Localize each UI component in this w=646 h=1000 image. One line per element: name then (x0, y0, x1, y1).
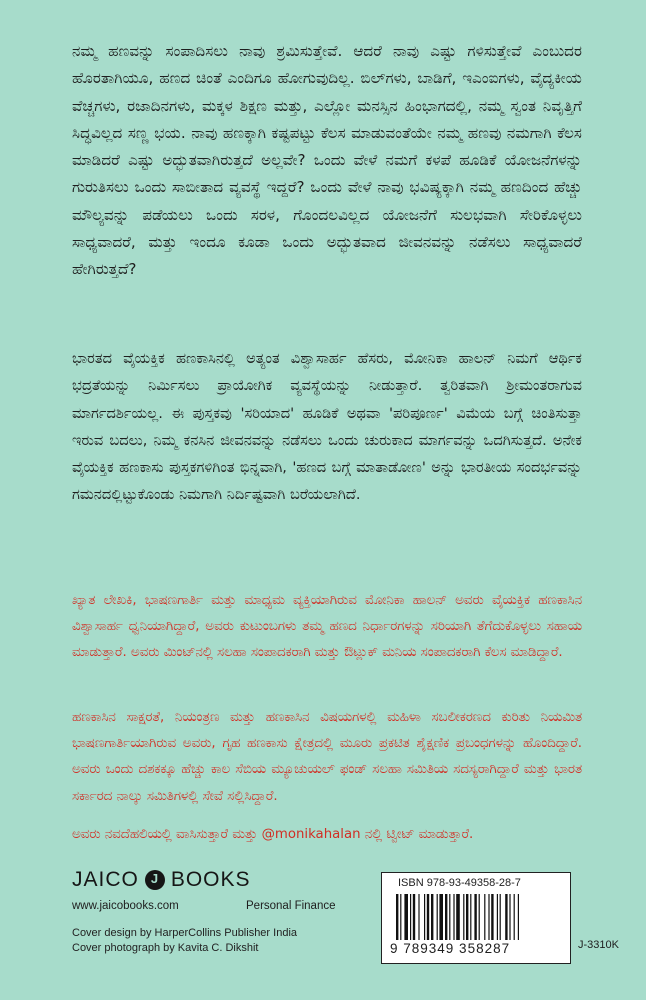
barcode-icon (396, 894, 556, 940)
barcode-number: 9 789349 358287 (390, 941, 511, 956)
blurb-paragraph-2: ಭಾರತದ ವೈಯಕ್ತಿಕ ಹಣಕಾಸಿನಲ್ಲಿ ಅತ್ಯಂತ ವಿಶ್ವಾಸಾರ್ಹ ಹೆಸರು, ಮೋನಿಕಾ ಹಾಲನ್ ನಿಮಗೆ ಆರ್ಥಿಕ ಭದ್ರತೆಯನ್ನು ನಿರ್ಮಿಸಲು ಪ್ರಾಯೋಗಿಕ ವ್ಯವಸ್ಥೆಯನ್ನು ನೀಡುತ್ತಾರೆ. ತ್ವರಿತವಾಗಿ ಶ್ರೀಮಂತರಾಗುವ ಮಾರ್ಗದರ್ಶಿಯಲ್ಲ. ಈ ಪುಸ್ತಕವು 'ಸರಿಯಾದ' ಹೂಡಿಕೆ ಅಥವಾ 'ಪರಿಪೂರ್ಣ' ವಿಮೆಯ ಬಗ್ಗೆ ಚಿಂತಿಸುತ್ತಾ ಇರುವ ಬದಲು, ನಿಮ್ಮ ಕನಸಿನ ಜೀವನವನ್ನು ನಡೆಸಲು ಒಂದು ಚುರುಕಾದ ಮಾರ್ಗವನ್ನು ಒದಗಿಸುತ್ತದೆ. ಅನೇಕ ವೈಯಕ್ತಿಕ ಹಣಕಾಸು ಪುಸ್ತಕಗಳಿಗಿಂತ ಭಿನ್ನವಾಗಿ, 'ಹಣದ ಬಗ್ಗೆ ಮಾತಾಡೋಣ' ಅನ್ನು ಭಾರತೀಯ ಸಂದರ್ಭವನ್ನು ಗಮನದಲ್ಲಿಟ್ಟುಕೊಂಡು ನಿಮಗಾಗಿ ನಿರ್ದಿಷ್ಟವಾಗಿ ಬರೆಯಲಾಗಿದೆ. (72, 350, 582, 504)
product-code: J-3310K (578, 939, 619, 951)
author-bio-paragraph-2: ಹಣಕಾಸಿನ ಸಾಕ್ಷರತೆ, ನಿಯಂತ್ರಣ ಮತ್ತು ಹಣಕಾಸಿನ ವಿಷಯಗಳಲ್ಲಿ ಮಹಿಳಾ ಸಬಲೀಕರಣದ ಕುರಿತು ನಿಯಮಿತ ಭಾಷಣಗಾರ್ತಿಯಾಗಿರುವ ಅವರು, ಗೃಹ ಹಣಕಾಸು ಕ್ಷೇತ್ರದಲ್ಲಿ ಮೂರು ಪ್ರಕಟಿತ ಶೈಕ್ಷಣಿಕ ಪ್ರಬಂಧಗಳನ್ನು ಹೊಂದಿದ್ದಾರೆ. ಅವರು ಒಂದು ದಶಕಕ್ಕೂ ಹೆಚ್ಚು ಕಾಲ ಸೆಬಿಯ ಮ್ಯೂಚುಯಲ್ ಫಂಡ್ ಸಲಹಾ ಸಮಿತಿಯ ಸದಸ್ಯರಾಗಿದ್ದಾರೆ ಮತ್ತು ಭಾರತ ಸರ್ಕಾರದ ನಾಲ್ಕು ಸಮಿತಿಗಳಲ್ಲಿ ಸೇವೆ ಸಲ್ಲಿಸಿದ್ದಾರೆ. (72, 710, 582, 804)
author-bio-paragraph-3: ಅವರು ನವದೆಹಲಿಯಲ್ಲಿ ವಾಸಿಸುತ್ತಾರೆ ಮತ್ತು @monikahalan ನಲ್ಲಿ ಟ್ವೀಟ್ ಮಾಡುತ್ತಾರೆ. (72, 827, 474, 842)
cover-photo-credit: Cover photograph by Kavita C. Dikshit (72, 942, 259, 954)
book-category: Personal Finance (246, 900, 336, 912)
cover-design-credit: Cover design by HarperCollins Publisher India (72, 927, 298, 939)
isbn-label: ISBN 978-93-49358-28-7 (398, 877, 521, 889)
blurb-paragraph-1: ನಮ್ಮ ಹಣವನ್ನು ಸಂಪಾದಿಸಲು ನಾವು ಶ್ರಮಿಸುತ್ತೇವೆ. ಆದರೆ ನಾವು ಎಷ್ಟು ಗಳಿಸುತ್ತೇವೆ ಎಂಬುದರ ಹೊರತಾಗಿಯೂ, ಹಣದ ಚಿಂತೆ ಎಂದಿಗೂ ಹೋಗುವುದಿಲ್ಲ. ಬಿಲ್‌ಗಳು, ಬಾಡಿಗೆ, ಇಎಂಐಗಳು, ವೈದ್ಯಕೀಯ ವೆಚ್ಚಗಳು, ರಜಾದಿನಗಳು, ಮಕ್ಕಳ ಶಿಕ್ಷಣ ಮತ್ತು, ಎಲ್ಲೋ ಮನಸ್ಸಿನ ಹಿಂಭಾಗದಲ್ಲಿ, ನಮ್ಮ ಸ್ವಂತ ನಿವೃತ್ತಿಗೆ ಸಿದ್ಧವಿಲ್ಲದ ಸಣ್ಣ ಭಯ. ನಾವು ಹಣಕ್ಕಾಗಿ ಕಷ್ಟಪಟ್ಟು ಕೆಲಸ ಮಾಡುವಂತೆಯೇ ನಮ್ಮ ಹಣವು ನಮಗಾಗಿ ಕೆಲಸ ಮಾಡಿದರೆ ಎಷ್ಟು ಅದ್ಭುತವಾಗಿರುತ್ತದೆ ಅಲ್ಲವೇ? ಒಂದು ವೇಳೆ ನಮಗೆ ಕಳಪೆ ಹೂಡಿಕೆ ಯೋಜನೆಗಳನ್ನು ಗುರುತಿಸಲು ಒಂದು ಸಾಬೀತಾದ ವ್ಯವಸ್ಥೆ ಇದ್ದರೆ? ಒಂದು ವೇಳೆ ನಾವು ಭವಿಷ್ಯಕ್ಕಾಗಿ ನಮ್ಮ ಹಣದಿಂದ ಹೆಚ್ಚು ಮೌಲ್ಯವನ್ನು ಪಡೆಯಲು ಒಂದು ಸರಳ, ಗೊಂದಲವಿಲ್ಲದ ಯೋಜನೆಗೆ ಸುಲಭವಾಗಿ ಸೇರಿಕೊಳ್ಳಲು ಸಾಧ್ಯವಾದರೆ, ಮತ್ತು ಇಂದೂ ಕೂಡಾ ಒಂದು ಅದ್ಭುತವಾದ ಜೀವನವನ್ನು ನಡೆಸಲು ಸಾಧ್ಯವಾದರೆ ಹೇಗಿರುತ್ತದೆ? (72, 42, 582, 279)
publisher-logo (72, 868, 251, 892)
author-bio-paragraph-1: ಖ್ಯಾತ ಲೇಖಕಿ, ಭಾಷಣಗಾರ್ತಿ ಮತ್ತು ಮಾಧ್ಯಮ ವ್ಯಕ್ತಿಯಾಗಿರುವ ಮೋನಿಕಾ ಹಾಲನ್ ಅವರು ವೈಯಕ್ತಿಕ ಹಣಕಾಸಿನ ವಿಶ್ವಾಸಾರ್ಹ ಧ್ವನಿಯಾಗಿದ್ದಾರೆ, ಅವರು ಕುಟುಂಬಗಳು ತಮ್ಮ ಹಣದ ನಿರ್ಧಾರಗಳನ್ನು ಸರಿಯಾಗಿ ತೆಗೆದುಕೊಳ್ಳಲು ಸಹಾಯ ಮಾಡುತ್ತಾರೆ. ಅವರು ಮಿಂಟ್‌ನಲ್ಲಿ ಸಲಹಾ ಸಂಪಾದಕರಾಗಿ ಮತ್ತು ಔಟ್ಲುಕ್ ಮನಿಯ ಸಂಪಾದಕರಾಗಿ ಕೆಲಸ ಮಾಡಿದ್ದಾರೆ. (72, 593, 582, 661)
publisher-website: www.jaicobooks.com (72, 900, 179, 912)
publisher-name-right: BOOKS (170, 868, 251, 891)
colophon-logo-icon (145, 870, 165, 890)
publisher-name-left: JAICO (72, 868, 139, 891)
barcode-panel (381, 872, 571, 964)
